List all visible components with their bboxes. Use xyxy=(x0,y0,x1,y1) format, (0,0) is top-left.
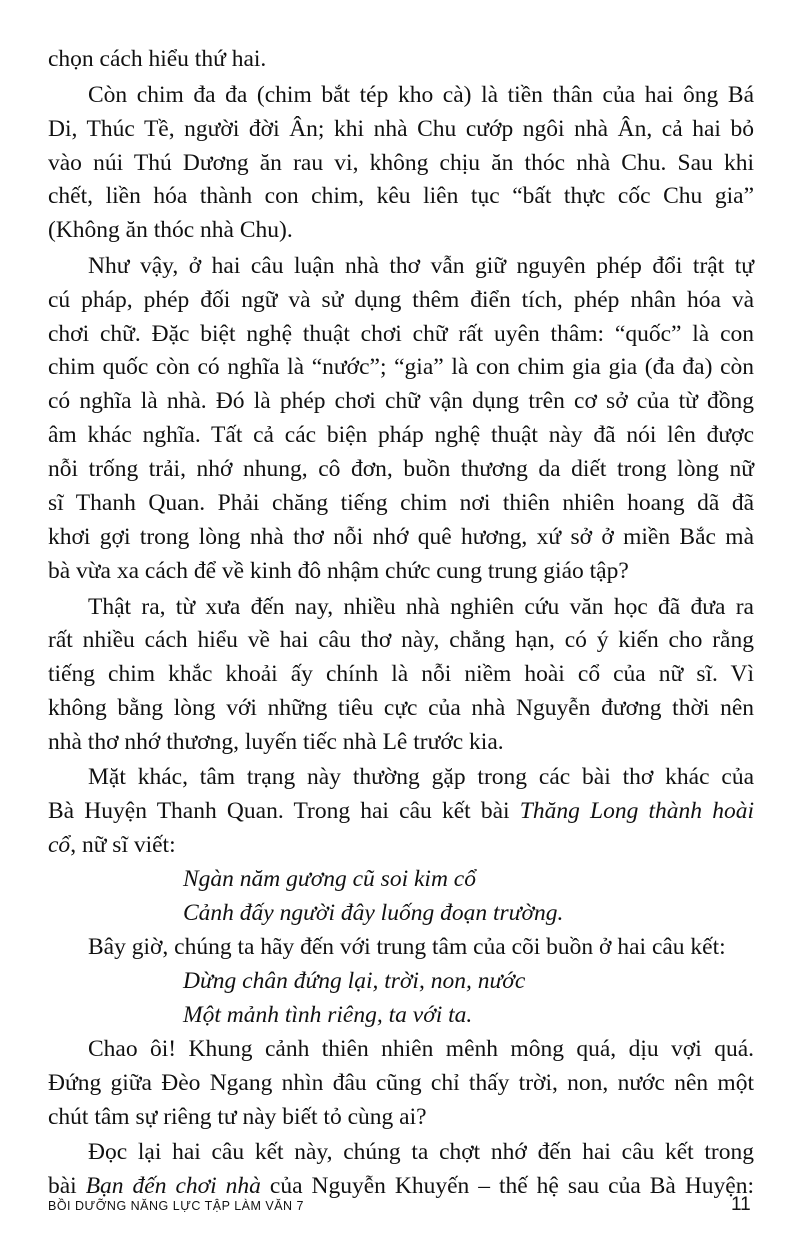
text-line: Mặt khác, tâm trạng này thường gặp trong các bài thơ khác của xyxy=(88,764,754,790)
verse-line: Dừng chân đứng lại, trời, non, nước xyxy=(183,968,526,994)
poem-title: cổ xyxy=(48,832,71,858)
text-run: Bà Huyện Thanh Quan. Trong hai câu kết bài xyxy=(48,798,520,824)
text-line: chọn cách hiểu thứ hai. xyxy=(48,46,267,72)
poem-title: Bạn đến chơi nhà xyxy=(85,1173,261,1199)
text-line xyxy=(48,1171,754,1201)
text-line: chết, liền hóa thành con chim, kêu liên tục “bất thực cốc Chu gia” xyxy=(48,183,754,209)
verse-line: Cảnh đấy người đây luống đoạn trường. xyxy=(183,900,564,926)
text-line: nhà thơ nhớ thương, luyến tiếc nhà Lê trước kia. xyxy=(48,729,504,755)
text-line: Đứng giữa Đèo Ngang nhìn đâu cũng chỉ thấy trời, non, nước nên một xyxy=(48,1070,754,1096)
text-line: rất nhiều cách hiểu về hai câu thơ này, chẳng hạn, có ý kiến cho rằng xyxy=(48,627,754,653)
text-line: âm khác nghĩa. Tất cả các biện pháp nghệ thuật này đã nói lên được xyxy=(48,422,754,448)
page-number: 11 xyxy=(731,1194,751,1215)
text-line: chơi chữ. Đặc biệt nghệ thuật chơi chữ rất uyên thâm: “quốc” là con xyxy=(48,321,754,347)
text-line: Thật ra, từ xưa đến nay, nhiều nhà nghiên cứu văn học đã đưa ra xyxy=(88,594,754,620)
text-line: Bây giờ, chúng ta hãy đến với trung tâm của cõi buồn ở hai câu kết: xyxy=(88,934,726,960)
text-line: Di, Thúc Tề, người đời Ân; khi nhà Chu cướp ngôi nhà Ân, cả hai bỏ xyxy=(48,116,754,142)
text-line: Chao ôi! Khung cảnh thiên nhiên mênh mông quá, dịu vợi quá. xyxy=(88,1036,754,1062)
text-line: khơi gợi trong lòng nhà thơ nỗi nhớ quê hương, xứ sở ở miền Bắc mà xyxy=(48,524,754,550)
verse-line: Ngàn năm gương cũ soi kim cổ xyxy=(183,866,476,892)
text-line: chút tâm sự riêng tư này biết tỏ cùng ai? xyxy=(48,1104,427,1130)
text-run: , nữ sĩ viết: xyxy=(70,832,176,858)
verse-line: Một mảnh tình riêng, ta với ta. xyxy=(183,1002,473,1028)
text-line: vào núi Thú Dương ăn rau vi, không chịu ăn thóc nhà Chu. Sau khi xyxy=(48,150,754,176)
text-line xyxy=(48,796,754,826)
text-line: có nghĩa là nhà. Đó là phép chơi chữ vận dụng trên cơ sở của từ đồng xyxy=(48,388,754,414)
text-line: Đọc lại hai câu kết này, chúng ta chợt nhớ đến hai câu kết trong xyxy=(88,1139,754,1165)
text-line: tiếng chim khắc khoải ấy chính là nỗi niềm hoài cổ của nữ sĩ. Vì xyxy=(48,661,754,687)
text-line: Như vậy, ở hai câu luận nhà thơ vẫn giữ nguyên phép đổi trật tự xyxy=(88,253,754,279)
text-line: bà vừa xa cách để về kinh đô nhậm chức cung trung giáo tập? xyxy=(48,558,629,584)
text-run: bài xyxy=(48,1173,86,1199)
text-line: nỗi trống trải, nhớ nhung, cô đơn, buồn thương da diết trong lòng nữ xyxy=(48,456,754,482)
text-line: Còn chim đa đa (chim bắt tép kho cà) là tiền thân của hai ông Bá xyxy=(88,82,754,108)
text-line: sĩ Thanh Quan. Phải chăng tiếng chim nơi thiên nhiên hoang dã đã xyxy=(48,490,754,516)
text-line: (Không ăn thóc nhà Chu). xyxy=(48,217,293,243)
text-line xyxy=(48,830,754,860)
poem-title: Thăng Long thành hoài xyxy=(519,798,755,824)
book-title: BỒI DƯỠNG NĂNG LỰC TẬP LÀM VĂN 7 xyxy=(48,1199,304,1213)
text-line: không bằng lòng với những tiêu cực của nhà Nguyễn đương thời nên xyxy=(48,695,754,721)
text-line: chim quốc còn có nghĩa là “nước”; “gia” là con chim gia gia (đa đa) còn xyxy=(48,354,754,380)
text-line: cú pháp, phép đối ngữ và sử dụng thêm điển tích, phép nhân hóa và xyxy=(48,287,754,313)
text-run: của Nguyễn Khuyến – thế hệ sau của Bà Huyện: xyxy=(260,1173,755,1199)
